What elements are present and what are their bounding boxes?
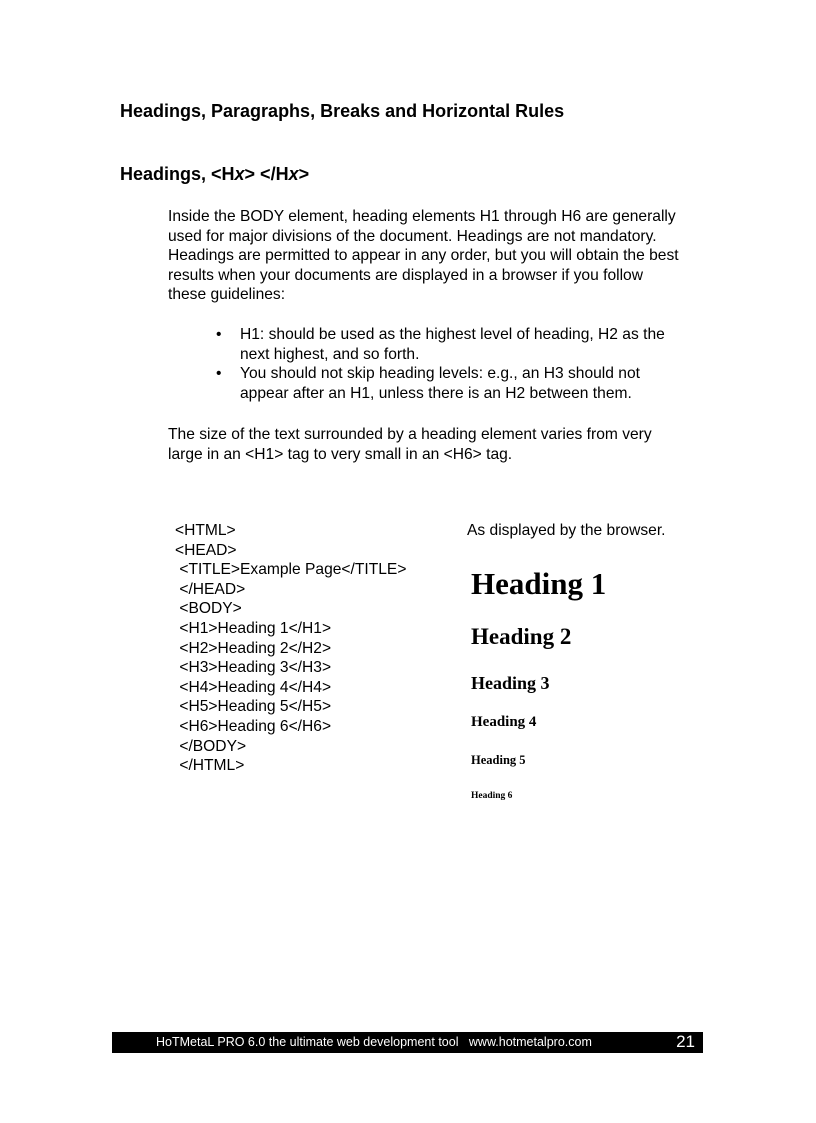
paragraph-line: used for major divisions of the document. Headings are not mandatory. xyxy=(168,227,657,245)
rendered-heading-6: Heading 6 xyxy=(471,791,513,801)
code-line: <HTML> xyxy=(175,522,236,539)
list-item xyxy=(216,325,696,364)
list-item-line: next highest, and so forth. xyxy=(240,345,420,363)
code-line: <TITLE>Example Page</TITLE> xyxy=(175,561,407,579)
page-footer xyxy=(112,1032,703,1053)
list-item-line: appear after an H1, unless there is an H2 between them. xyxy=(240,384,632,402)
code-line: <HEAD> xyxy=(175,541,237,559)
guidelines-list xyxy=(216,325,696,403)
footer-text: HoTMetaL PRO 6.0 the ultimate web development tool www.hotmetalpro.com xyxy=(156,1035,592,1049)
paragraph-line: Headings are permitted to appear in any order, but you will obtain the best xyxy=(168,247,679,265)
intro-paragraph xyxy=(168,207,708,305)
code-line: </BODY> xyxy=(175,737,247,755)
paragraph-line: results when your documents are displayed in a browser if you follow xyxy=(168,266,643,284)
rendered-heading-4: Heading 4 xyxy=(471,714,537,730)
list-item-line: You should not skip heading levels: e.g., an H3 should not xyxy=(240,365,640,383)
rendered-heading-2: Heading 2 xyxy=(471,624,572,649)
paragraph-line: Inside the BODY element, heading elements H1 through H6 are generally xyxy=(168,208,676,225)
section-title: Headings, <Hx> </Hx> xyxy=(120,164,310,184)
chapter-title: Headings, Paragraphs, Breaks and Horizontal Rules xyxy=(120,101,565,121)
page-number: 21 xyxy=(676,1032,695,1051)
size-note-paragraph xyxy=(168,425,708,464)
code-line: <H5>Heading 5</H5> xyxy=(175,698,332,716)
code-line: <H1>Heading 1</H1> xyxy=(175,619,332,637)
code-line: </HEAD> xyxy=(175,580,246,598)
list-item-line: H1: should be used as the highest level of heading, H2 as the xyxy=(240,326,665,343)
code-line: <BODY> xyxy=(175,600,242,618)
code-line: <H6>Heading 6</H6> xyxy=(175,717,332,735)
rendered-heading-3: Heading 3 xyxy=(471,673,550,693)
bullet-icon: • xyxy=(216,365,222,383)
paragraph-line: The size of the text surrounded by a heading element varies from very xyxy=(168,426,652,443)
paragraph-line: these guidelines: xyxy=(168,286,286,304)
rendered-heading-1: Heading 1 xyxy=(471,566,607,601)
code-line: <H4>Heading 4</H4> xyxy=(175,678,332,696)
code-example xyxy=(175,521,406,776)
code-line: <H3>Heading 3</H3> xyxy=(175,659,332,677)
bullet-icon: • xyxy=(216,326,222,343)
code-line: </HTML> xyxy=(175,757,245,775)
list-item xyxy=(216,364,696,403)
paragraph-line: large in an <H1> tag to very small in an <H6> tag. xyxy=(168,445,513,463)
code-line: <H2>Heading 2</H2> xyxy=(175,639,332,657)
display-caption: As displayed by the browser. xyxy=(467,522,666,539)
rendered-heading-5: Heading 5 xyxy=(471,753,526,767)
